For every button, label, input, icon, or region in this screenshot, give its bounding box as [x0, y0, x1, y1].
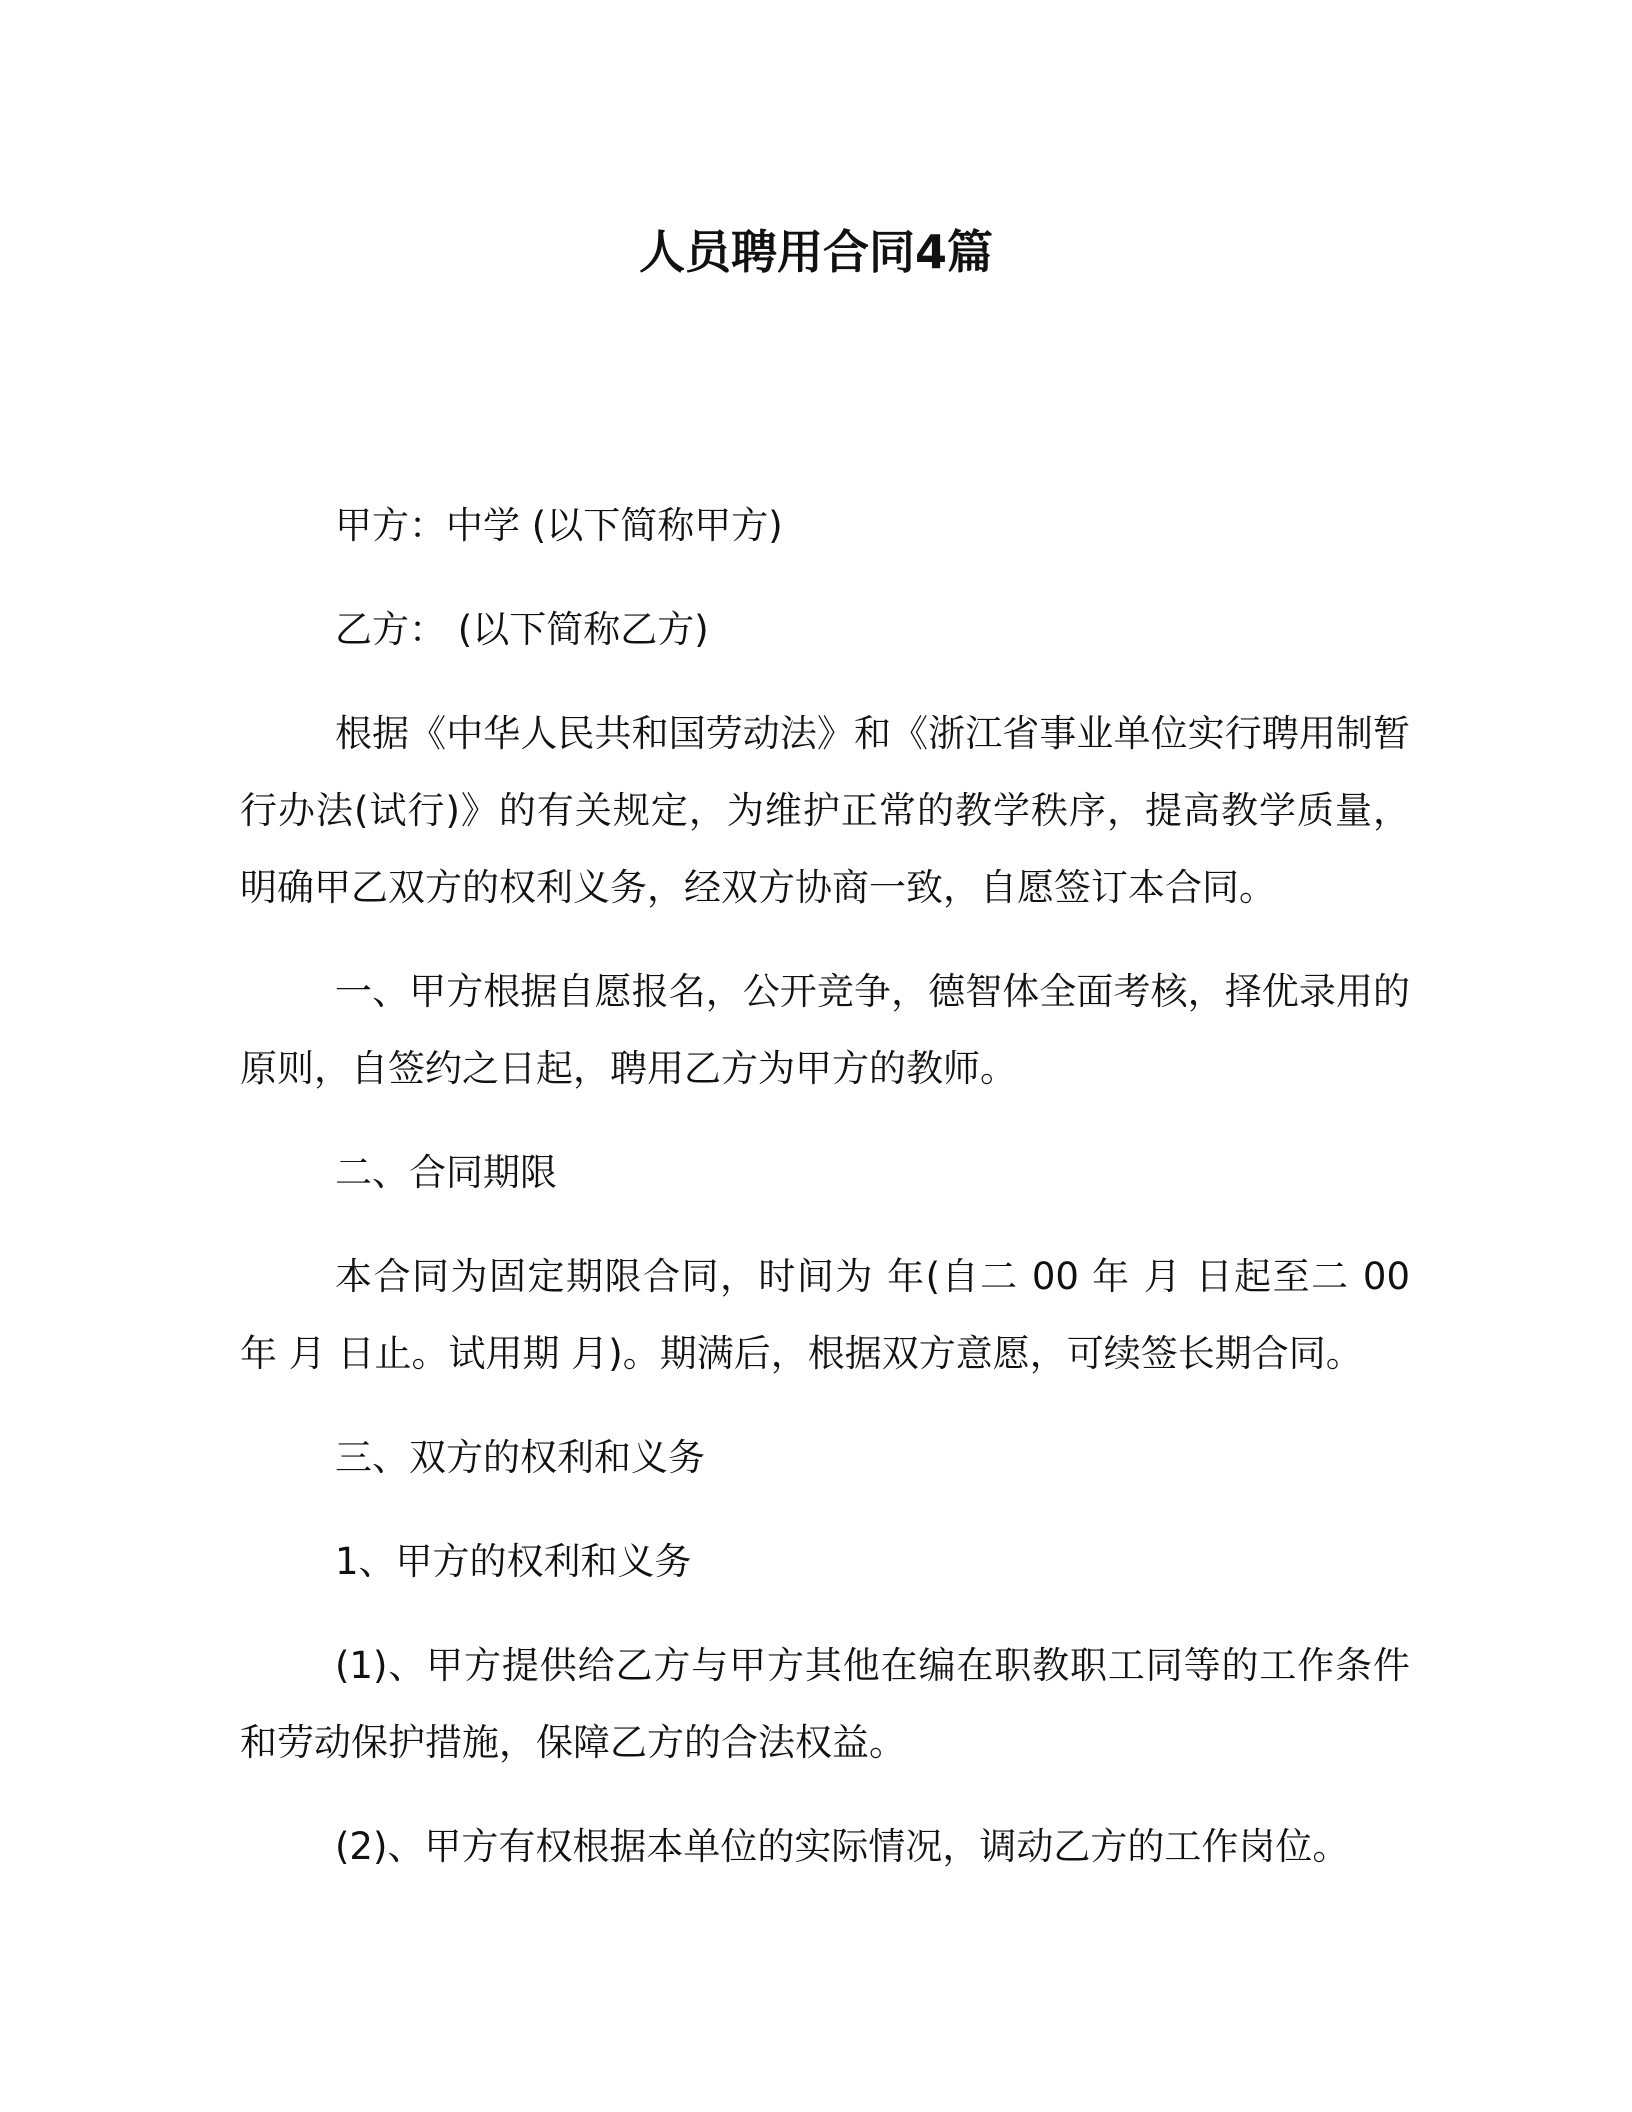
party-b-line: 乙方： (以下简称乙方) — [335, 608, 709, 651]
clause-3-heading: 三、双方的权利和义务 — [335, 1436, 705, 1479]
clause-1-paragraph: 一、甲方根据自愿报名，公开竞争，德智体全面考核，择优录用的原则，自签约之日起，聘用乙方为甲方的教师。 — [240, 970, 1410, 1090]
document-title: 人员聘用合同4篇 — [638, 225, 993, 279]
clause-2-heading: 二、合同期限 — [335, 1151, 557, 1194]
document-body — [240, 487, 1410, 1912]
party-a-line: 甲方：中学 (以下简称甲方) — [335, 504, 783, 547]
term-paragraph: 本合同为固定期限合同，时间为 年(自二 00 年 月 日起至二 00 年 月 日止。试用期 月)。期满后，根据双方意愿，可续签长期合同。 — [240, 1255, 1410, 1375]
item-2-paragraph: (2)、甲方有权根据本单位的实际情况，调动乙方的工作岗位。 — [335, 1825, 1350, 1868]
item-1-paragraph: (1)、甲方提供给乙方与甲方其他在编在职教职工同等的工作条件和劳动保护措施，保障乙方的合法权益。 — [240, 1644, 1410, 1764]
preamble-paragraph: 根据《中华人民共和国劳动法》和《浙江省事业单位实行聘用制暂行办法(试行)》的有关规定，为维护正常的教学秩序，提高教学质量，明确甲乙双方的权利义务，经双方协商一致，自愿签订本合同。 — [240, 712, 1410, 909]
subclause-1-heading: 1、甲方的权利和义务 — [335, 1540, 692, 1583]
